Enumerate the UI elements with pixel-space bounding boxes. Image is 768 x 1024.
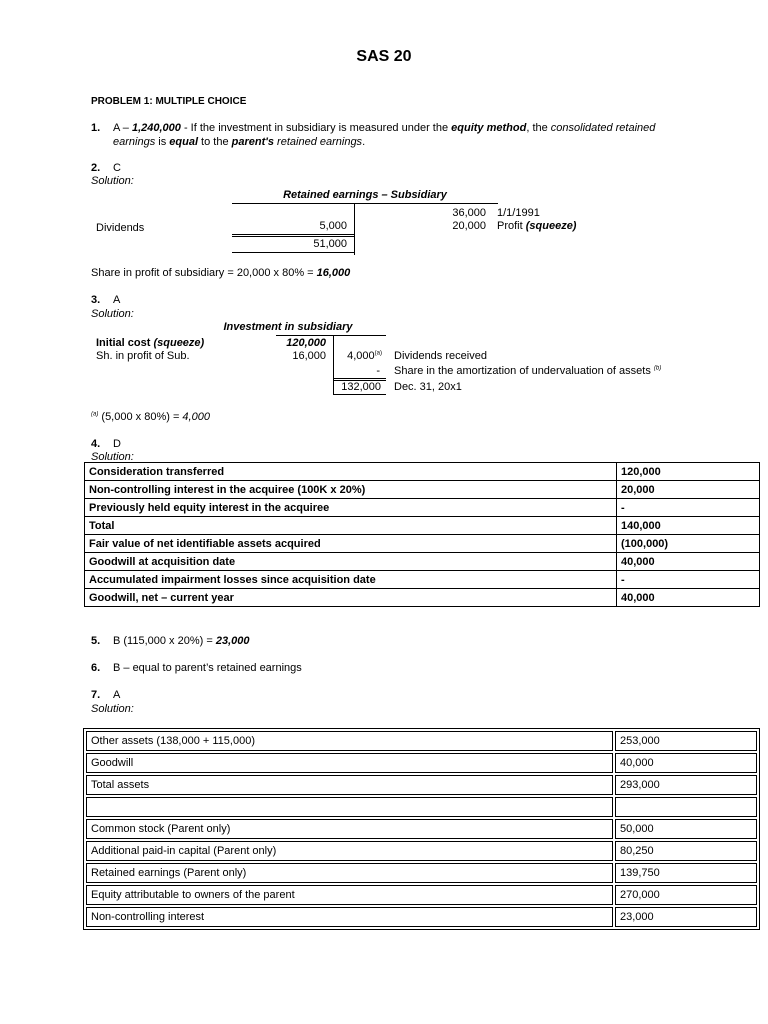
q4-solution-label: Solution: bbox=[91, 451, 134, 463]
row-label: Total bbox=[85, 517, 617, 535]
row-value: 253,000 bbox=[615, 731, 757, 751]
row-label: Other assets (138,000 + 115,000) bbox=[86, 731, 613, 751]
q7-answer: A bbox=[113, 689, 121, 701]
q7-number: 7. bbox=[91, 689, 101, 701]
table-row bbox=[85, 535, 760, 553]
q2-debit-total: 51,000 bbox=[313, 238, 347, 250]
q1-line1: A – 1,240,000 - If the investment in subsidiary is measured under the equity method, the consolidated retained bbox=[113, 122, 656, 134]
problem-heading: PROBLEM 1: MULTIPLE CHOICE bbox=[91, 96, 247, 107]
table-row bbox=[86, 907, 757, 927]
row-label: Common stock (Parent only) bbox=[86, 819, 613, 839]
q2-dividends-label: Dividends bbox=[96, 222, 145, 234]
page-title: SAS 20 bbox=[356, 48, 412, 65]
q3-share-value: 16,000 bbox=[292, 350, 326, 362]
q2-debit-value: 5,000 bbox=[319, 220, 347, 232]
q3-t-account-title: Investment in subsidiary bbox=[223, 321, 353, 333]
q3-number: 3. bbox=[91, 294, 101, 306]
table-row bbox=[85, 481, 760, 499]
row-value: 40,000 bbox=[617, 553, 760, 571]
q5-number: 5. bbox=[91, 635, 101, 647]
row-value: 40,000 bbox=[617, 589, 760, 607]
row-label: Total assets bbox=[86, 775, 613, 795]
row-value: - bbox=[617, 499, 760, 517]
q3-initial-cost-label: Initial cost (squeeze) bbox=[96, 337, 205, 349]
row-label: Non-controlling interest bbox=[86, 907, 613, 927]
row-value: 140,000 bbox=[617, 517, 760, 535]
q3-credit-2: - bbox=[376, 365, 380, 377]
table-row bbox=[85, 463, 760, 481]
row-value: 80,250 bbox=[615, 841, 757, 861]
q4-answer: D bbox=[113, 438, 121, 450]
q3-solution-label: Solution: bbox=[91, 308, 134, 320]
row-label: Previously held equity interest in the acquiree bbox=[85, 499, 617, 517]
table-row bbox=[85, 517, 760, 535]
q3-credit-1: 4,000$^{(a)}$ bbox=[347, 350, 382, 362]
q2-credit-2: 20,000 bbox=[452, 220, 486, 232]
row-label: Additional paid-in capital (Parent only) bbox=[86, 841, 613, 861]
q1-line2: earnings is equal to the parent's retained earnings. bbox=[113, 136, 366, 148]
table-row bbox=[86, 885, 757, 905]
q1-number: 1. bbox=[91, 122, 101, 134]
row-label: Equity attributable to owners of the parent bbox=[86, 885, 613, 905]
q2-t-account-divider bbox=[354, 203, 355, 255]
table-row bbox=[85, 499, 760, 517]
q2-t-account-top-line bbox=[232, 203, 498, 204]
row-value: 40,000 bbox=[615, 753, 757, 773]
row-label: Accumulated impairment losses since acquisition date bbox=[85, 571, 617, 589]
q2-credit-1: 36,000 bbox=[452, 207, 486, 219]
row-label bbox=[86, 797, 613, 817]
q2-total-line-2 bbox=[232, 236, 354, 237]
row-value: 293,000 bbox=[615, 775, 757, 795]
table-row bbox=[86, 797, 757, 817]
row-label: Goodwill at acquisition date bbox=[85, 553, 617, 571]
q3-credit-2-label: Share in the amortization of undervaluation of assets $^{(b)}$ bbox=[394, 365, 662, 377]
q3-t-account-divider bbox=[333, 335, 334, 395]
table-row bbox=[85, 589, 760, 607]
q3-balance-label: Dec. 31, 20x1 bbox=[394, 381, 462, 393]
q2-credit-2-label: Profit (squeeze) bbox=[497, 220, 577, 232]
row-label: Non-controlling interest in the acquiree (100K x 20%) bbox=[85, 481, 617, 499]
table-row bbox=[86, 731, 757, 751]
table-row bbox=[86, 841, 757, 861]
q2-number: 2. bbox=[91, 162, 101, 174]
table-row bbox=[86, 863, 757, 883]
row-label: Goodwill, net – current year bbox=[85, 589, 617, 607]
table-row bbox=[86, 775, 757, 795]
table-row bbox=[86, 753, 757, 773]
row-value: 270,000 bbox=[615, 885, 757, 905]
q3-balance: 132,000 bbox=[341, 381, 381, 393]
row-label: Consideration transferred bbox=[85, 463, 617, 481]
q3-initial-cost-value: 120,000 bbox=[286, 337, 326, 349]
q3-answer: A bbox=[113, 294, 121, 306]
row-label: Retained earnings (Parent only) bbox=[86, 863, 613, 883]
q3-balance-underline bbox=[333, 394, 386, 395]
q2-t-account-title: Retained earnings – Subsidiary bbox=[283, 189, 447, 201]
balance-sheet-table bbox=[83, 728, 760, 930]
q3-credit-1-label: Dividends received bbox=[394, 350, 487, 362]
q2-share-text: Share in profit of subsidiary = 20,000 x 80% = 16,000 bbox=[91, 267, 351, 279]
q2-credit-1-label: 1/1/1991 bbox=[497, 207, 540, 219]
row-label: Fair value of net identifiable assets acquired bbox=[85, 535, 617, 553]
row-value: - bbox=[617, 571, 760, 589]
row-value: (100,000) bbox=[617, 535, 760, 553]
q3-share-label: Sh. in profit of Sub. bbox=[96, 350, 190, 362]
q7-solution-label: Solution: bbox=[91, 703, 134, 715]
q2-answer: C bbox=[113, 162, 121, 174]
row-value: 23,000 bbox=[615, 907, 757, 927]
q6-text: B – equal to parent’s retained earnings bbox=[113, 662, 302, 674]
q4-number: 4. bbox=[91, 438, 101, 450]
q3-total-line-1 bbox=[333, 378, 386, 379]
goodwill-table bbox=[84, 462, 760, 607]
q3-note: $^{(a)}$ (5,000 x 80%) = 4,000 bbox=[91, 411, 210, 423]
q2-total-line-1 bbox=[232, 234, 354, 235]
q3-t-account-top-line bbox=[276, 335, 386, 336]
q2-solution-label: Solution: bbox=[91, 175, 134, 187]
q2-total-underline bbox=[232, 252, 354, 253]
table-row bbox=[86, 819, 757, 839]
row-value: 139,750 bbox=[615, 863, 757, 883]
row-value: 20,000 bbox=[617, 481, 760, 499]
table-row bbox=[85, 571, 760, 589]
row-label: Goodwill bbox=[86, 753, 613, 773]
q5-text: B (115,000 x 20%) = 23,000 bbox=[113, 635, 250, 647]
table-row bbox=[85, 553, 760, 571]
row-value: 120,000 bbox=[617, 463, 760, 481]
row-value bbox=[615, 797, 757, 817]
q6-number: 6. bbox=[91, 662, 101, 674]
row-value: 50,000 bbox=[615, 819, 757, 839]
